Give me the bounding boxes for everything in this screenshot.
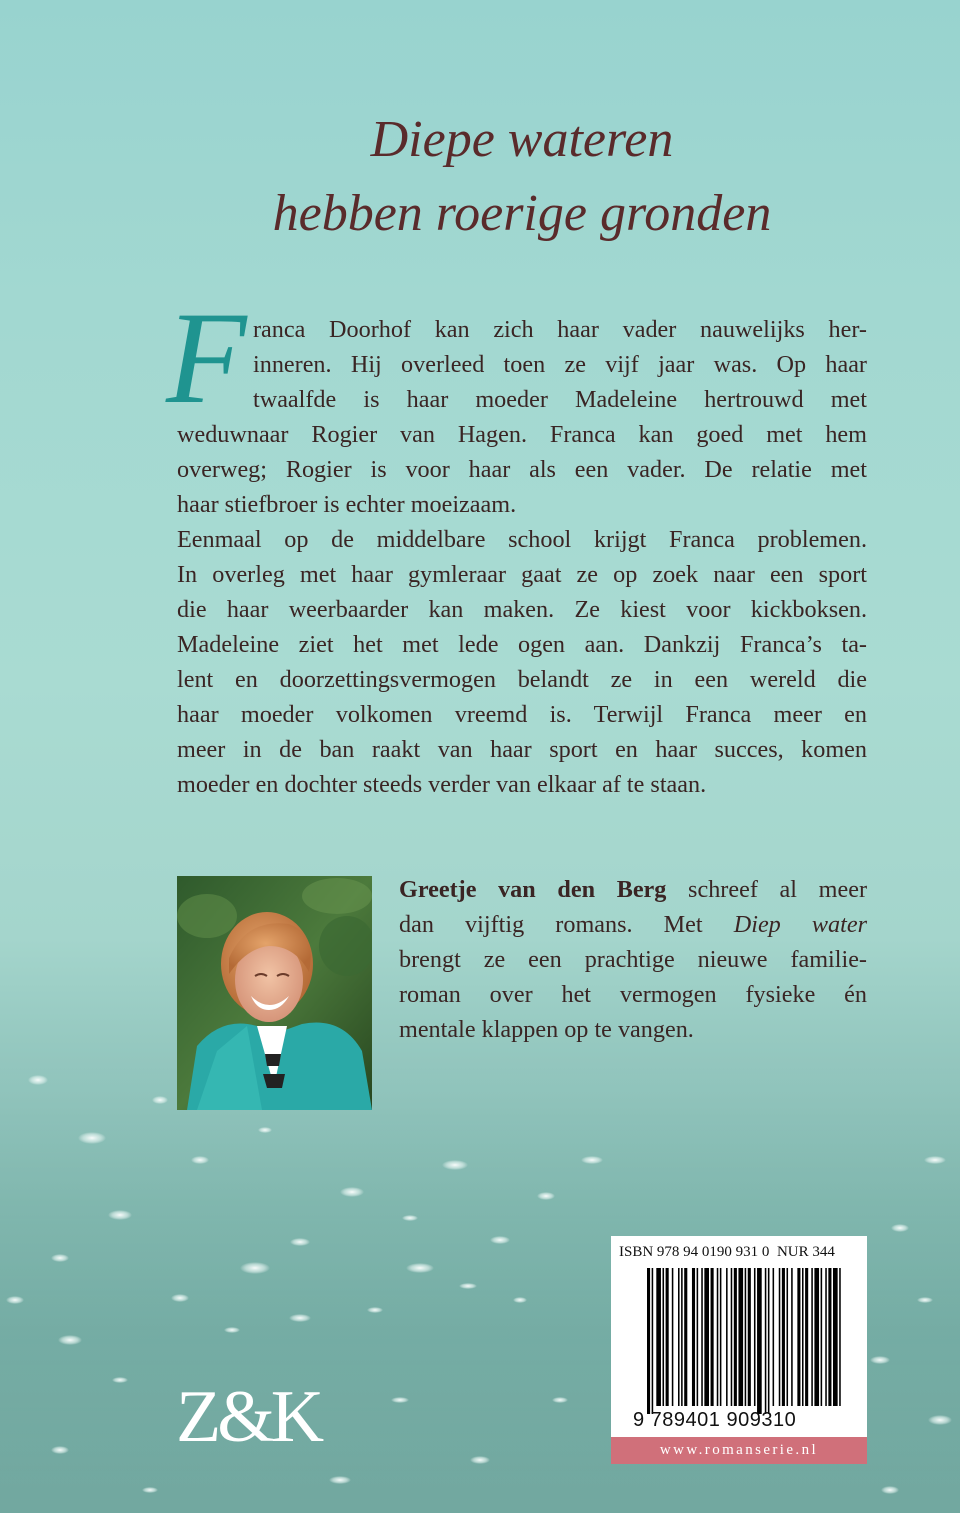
barcode-bar — [647, 1268, 650, 1414]
barcode-panel — [611, 1236, 867, 1464]
author-bio-text: dan vijftig romans. Met — [399, 911, 734, 938]
barcode-bar — [745, 1268, 747, 1406]
barcode-bar — [757, 1268, 762, 1414]
barcode-bar — [821, 1268, 823, 1406]
barcode-bar — [672, 1268, 674, 1406]
barcode-bar — [704, 1268, 709, 1406]
synopsis-line: Madeleine ziet het met lede ogen aan. Dankzij Franca’s ta- — [177, 631, 867, 658]
barcode-bar — [839, 1268, 841, 1406]
barcode-bar — [678, 1268, 680, 1406]
synopsis-text — [177, 312, 867, 802]
author-bio-text: schreef al meer — [666, 876, 867, 903]
barcode-digits: 9 789401 909310 — [633, 1409, 797, 1431]
barcode-bar — [720, 1268, 722, 1406]
barcode-bar — [833, 1268, 838, 1406]
synopsis-line: meer in de ban raakt van haar sport en haar succes, komen — [177, 736, 867, 763]
barcode-bars — [611, 1236, 867, 1436]
synopsis-line: moeder en dochter steeds verder van elkaar af te staan. — [177, 771, 707, 798]
synopsis-line: ranca Doorhof kan zich haar vader nauwelijks her- — [253, 316, 867, 343]
barcode-bar — [692, 1268, 695, 1406]
publisher-logo: Z&K — [176, 1376, 321, 1458]
cover-headline-line-2: hebben roerige gronden — [272, 185, 772, 242]
author-bio-line — [399, 872, 867, 907]
barcode-bar — [684, 1268, 687, 1406]
barcode-bar — [681, 1268, 683, 1406]
barcode-bar — [765, 1268, 767, 1414]
synopsis-dropcap: F — [166, 284, 247, 431]
author-bio — [399, 872, 867, 1047]
barcode-bar — [731, 1268, 733, 1406]
isbn-label: ISBN 978 94 0190 931 0 — [619, 1244, 770, 1260]
barcode-bar — [726, 1268, 728, 1406]
barcode-bar — [734, 1268, 737, 1406]
website-band — [611, 1437, 867, 1464]
synopsis-line: weduwnaar Rogier van Hagen. Franca kan goed met hem — [177, 421, 867, 448]
barcode-bar — [791, 1268, 793, 1406]
barcode-bar — [701, 1268, 703, 1406]
website-url: www.romanserie.nl — [659, 1442, 819, 1458]
synopsis-line: die haar weerbaarder kan maken. Ze kiest voor kickboksen. — [177, 596, 867, 623]
synopsis-line: haar moeder volkomen vreemd is. Terwijl Franca meer en — [177, 701, 867, 728]
synopsis-line: twaalfde is haar moeder Madeleine hertrouwd met — [253, 386, 867, 413]
barcode-bar — [717, 1268, 719, 1406]
author-bio-line: roman over het vermogen fysieke én — [399, 981, 867, 1008]
barcode-bar — [738, 1268, 743, 1406]
barcode-bar — [805, 1268, 808, 1406]
barcode-bar — [802, 1268, 804, 1406]
barcode-bar — [652, 1268, 654, 1414]
nur-label: NUR 344 — [776, 1244, 835, 1260]
author-name: Greetje van den Berg — [399, 876, 667, 903]
barcode-bar — [656, 1268, 661, 1406]
barcode-bar — [748, 1268, 751, 1406]
synopsis-line: Eenmaal op de middelbare school krijgt Franca problemen. — [177, 526, 867, 553]
synopsis-line: lent en doorzettingsvermogen belandt ze in een wereld die — [177, 666, 867, 693]
barcode-bar — [787, 1268, 789, 1406]
barcode-bar — [825, 1268, 827, 1406]
barcode-bar — [814, 1268, 819, 1406]
barcode-bar — [782, 1268, 785, 1406]
book-title: Diep water — [733, 911, 867, 938]
synopsis-line: haar stiefbroer is echter moeizaam. — [177, 491, 517, 518]
synopsis-line: overweg; Rogier is voor haar als een vader. De relatie met — [177, 456, 867, 483]
barcode-bar — [666, 1268, 669, 1406]
author-bio-line — [399, 907, 867, 942]
barcode-bar — [754, 1268, 756, 1406]
barcode-bar — [663, 1268, 665, 1406]
cover-headline-line-1: Diepe wateren — [370, 111, 674, 168]
barcode-bar — [773, 1268, 775, 1406]
barcode-bar — [711, 1268, 714, 1406]
barcode-bar — [811, 1268, 813, 1406]
synopsis-line: inneren. Hij overleed toen ze vijf jaar was. Op haar — [253, 351, 867, 378]
synopsis-line: In overleg met haar gymleraar gaat ze op zoek naar een sport — [177, 561, 867, 588]
barcode-bar — [768, 1268, 770, 1414]
author-bio-line: mentale klappen op te vangen. — [399, 1016, 694, 1043]
barcode-bar — [779, 1268, 781, 1406]
author-bio-line: brengt ze een prachtige nieuwe familie- — [399, 946, 867, 973]
barcode-bar — [697, 1268, 699, 1406]
author-photo — [177, 876, 372, 1110]
barcode-bar — [828, 1268, 831, 1406]
barcode-bar — [797, 1268, 800, 1406]
